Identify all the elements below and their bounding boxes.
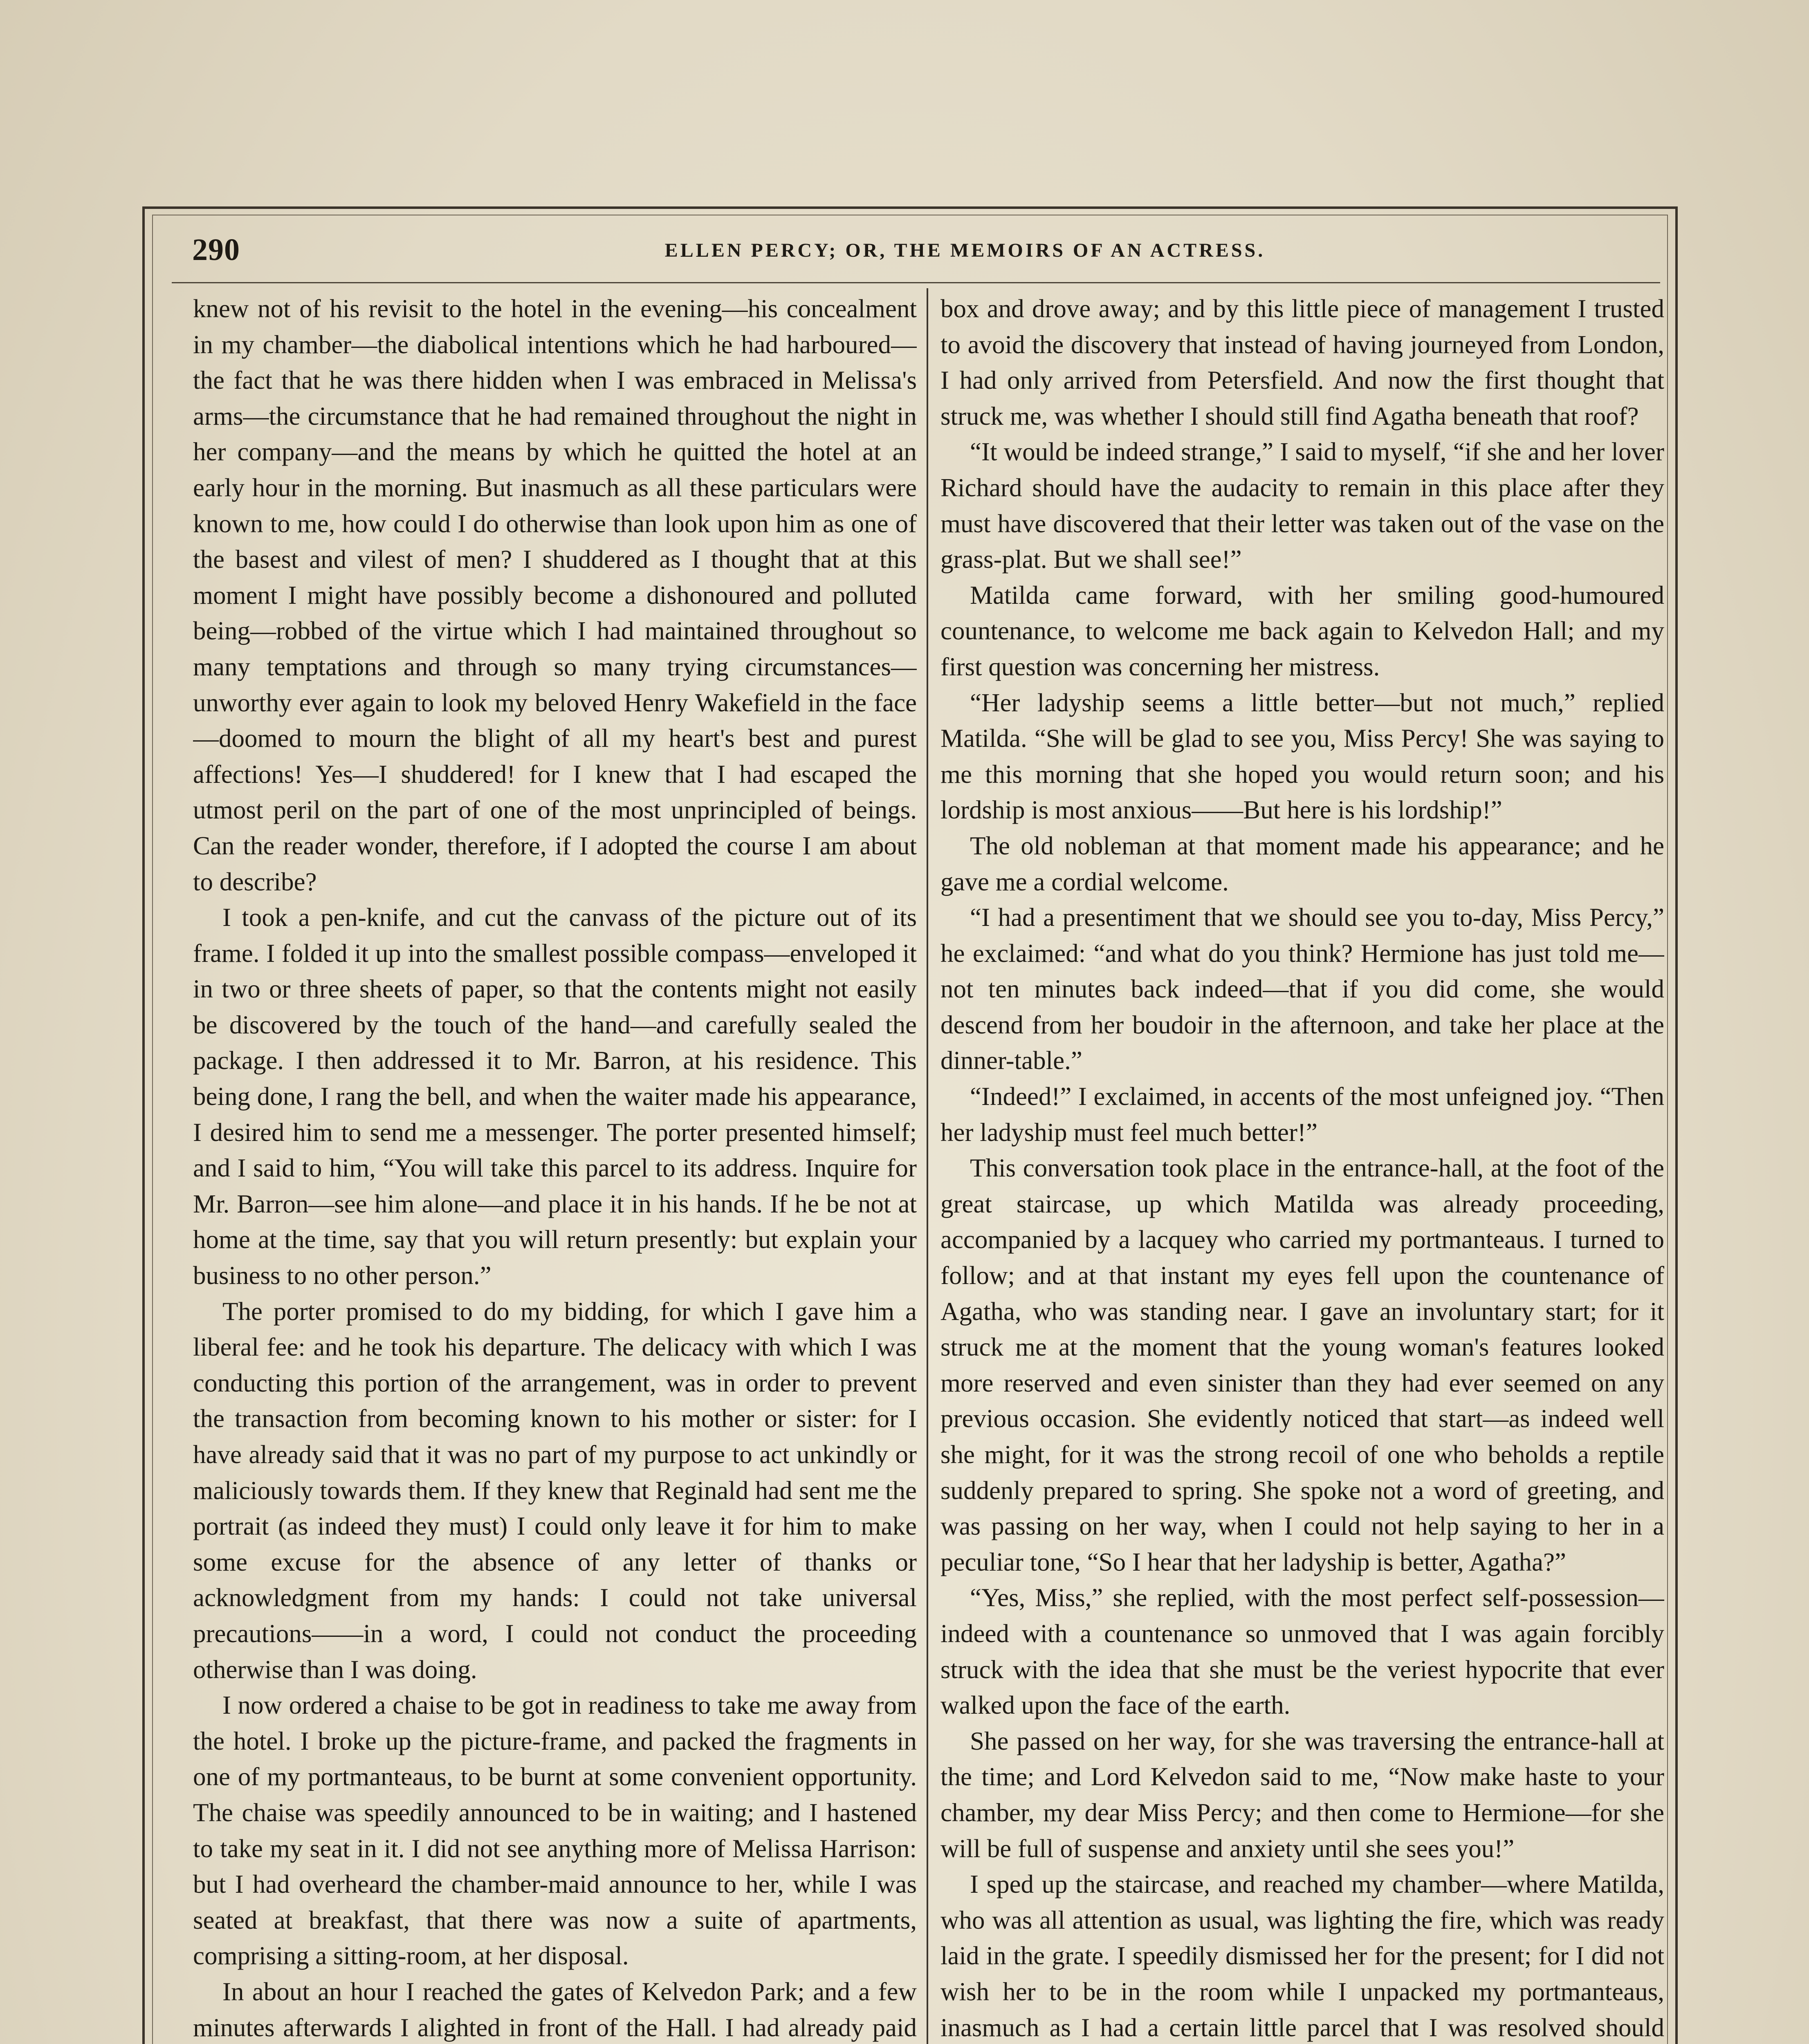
paragraph: The old nobleman at that moment made his appearance; and he gave me a cordial welcome. [940,831,1664,896]
paragraph: box and drove away; and by this little piece of management I trusted to avoid the discovery that instead of having journeyed from London, I had only arrived from Petersfield. And now the first thought that struck me, was whether I should still find Agatha beneath that roof? [940,294,1664,430]
paragraph: “It would be indeed strange,” I said to myself, “if she and her lover Richard should have the audacity to remain in this place after they must have discovered that their letter was taken out of the vase on the grass-plat. But we shall see!” [940,437,1664,574]
paragraph: I sped up the staircase, and reached my chamber—where Matilda, who was all attention as usual, was lighting the fire, which was ready laid in the grate. I speedily dismissed her for the present; for I did not wish her to be in the room while I unpacked my portmanteaus, inasmuch as I had a certain little parcel that I was resolved should [940,1870,1664,2042]
paragraph: The porter promised to do my bidding, for which I gave him a liberal fee: and he took his departure. The delicacy with which I was conducting this portion of the arrangement, was in order to prevent the transaction from becoming known to his mother or sister: for I have already said that it was no part of my purpose to act unkindly or maliciously towards them. If they knew that Reginald had sent me the portrait (as indeed they must) I could only leave it for him to make some excuse for the absence of any letter of thanks or acknowledgment from my hands: I could not take universal precautions——in a word, I could not conduct the proceeding otherwise than I was doing. [193,1297,917,1684]
column-divider [927,288,928,2044]
page-number: 290 [192,233,240,267]
paragraph: She passed on her way, for she was traversing the entrance-hall at the time; and Lord Kelvedon said to me, “Now make haste to your chamber, my dear Miss Percy; and then come to Hermione—for she will be full of suspense and anxiety until she sees you!” [940,1726,1664,1863]
paragraph: Matilda came forward, with her smiling good-humoured countenance, to welcome me back again to Kelvedon Hall; and my first question was concerning her mistress. [940,580,1664,681]
paragraph: “Indeed!” I exclaimed, in accents of the most unfeigned joy. “Then her ladyship must feel much better!” [940,1082,1664,1147]
paragraph: I now ordered a chaise to be got in readiness to take me away from the hotel. I broke up the picture-frame, and packed the fragments in one of my portmanteaus, to be burnt at some convenient opportunity. The chaise was speedily announced to be in waiting; and I hastened to take my seat in it. I did not see anything more of Melissa Harrison: but I had overheard the chamber-maid announce to her, while I was seated at breakfast, that there was now a suite of apartments, comprising a sitting-room, at her disposal. [193,1691,917,1970]
paragraph: This conversation took place in the entrance-hall, at the foot of the great staircase, up which Matilda was already proceeding, accompanied by a lacquey who carried my portmanteaus. I turned to follow; and at that instant my eyes fell upon the countenance of Agatha, who was standing near. I gave an involuntary start; for it struck me at the moment that the young woman's features looked more reserved and even sinister than they had ever seemed on any previous occasion. She evidently noticed that start—as indeed well she might, for it was the strong recoil of one who beholds a reptile suddenly prepared to spring. She spoke not a word of greeting, and was passing on her way, when I could not help saying to her in a peculiar tone, “So I hear that her ladyship is better, Agatha?” [940,1154,1664,1576]
running-title: ELLEN PERCY; OR, THE MEMOIRS OF AN ACTRESS. [664,240,1266,261]
paragraph: “Her ladyship seems a little better—but not much,” replied Matilda. “She will be glad to see you, Miss Percy! She was saying to me this morning that she hoped you would return soon; and his lordship is most anxious——But here is his lordship!” [940,688,1664,825]
paragraph: knew not of his revisit to the hotel in the evening—his concealment in my chamber—the diabolical intentions which he had harboured—the fact that he was there hidden when I was embraced in Melissa's arms—the circumstance that he had remained throughout the night in her company—and the means by which he quitted the hotel at an early hour in the morning. But inasmuch as all these particulars were known to me, how could I do otherwise than look upon him as one of the basest and vilest of men? I shuddered as I thought that at this moment I might have possibly become a dishonoured and polluted being—robbed of the virtue which I had maintained throughout so many temptations and through so many trying circumstances—unworthy ever again to look my beloved Henry Wakefield in the face—doomed to mourn the blight of all my heart's best and purest affections! Yes—I shuddered! for I knew that I had escaped the utmost peril on the part of one of the most unprincipled of beings. Can the reader wonder, therefore, if I adopted the course I am about to describe? [193,294,917,896]
paragraph: “Yes, Miss,” she replied, with the most perfect self-possession—indeed with a countenance so unmoved that I was again forcibly struck with the idea that she must be the veriest hypocrite that ever walked upon the face of the earth. [940,1583,1664,1720]
header-rule [172,282,1660,283]
right-column [940,291,1664,2044]
left-column [193,291,917,2044]
paragraph: “I had a presentiment that we should see you to-day, Miss Percy,” he exclaimed: “and what do you think? Hermione has just told me—not ten minutes back indeed—that if you did come, she would descend from her boudoir in the afternoon, and take her place at the dinner-table.” [940,903,1664,1075]
paragraph: In about an hour I reached the gates of Kelvedon Park; and a few minutes afterwards I alighted in front of the Hall. I had already paid [193,1977,917,2042]
paragraph: I took a pen-knife, and cut the canvass of the picture out of its frame. I folded it up into the smallest possible compass—enveloped it in two or three sheets of paper, so that the contents might not easily be discovered by the touch of the hand—and carefully sealed the package. I then addressed it to Mr. Barron, at his residence. This being done, I rang the bell, and when the waiter made his appearance, I desired him to send me a messenger. The porter presented himself; and I said to him, “You will take this parcel to its address. Inquire for Mr. Barron—see him alone—and place it in his hands. If he be not at home at the time, say that you will return presently: but explain your business to no other person.” [193,903,917,1290]
